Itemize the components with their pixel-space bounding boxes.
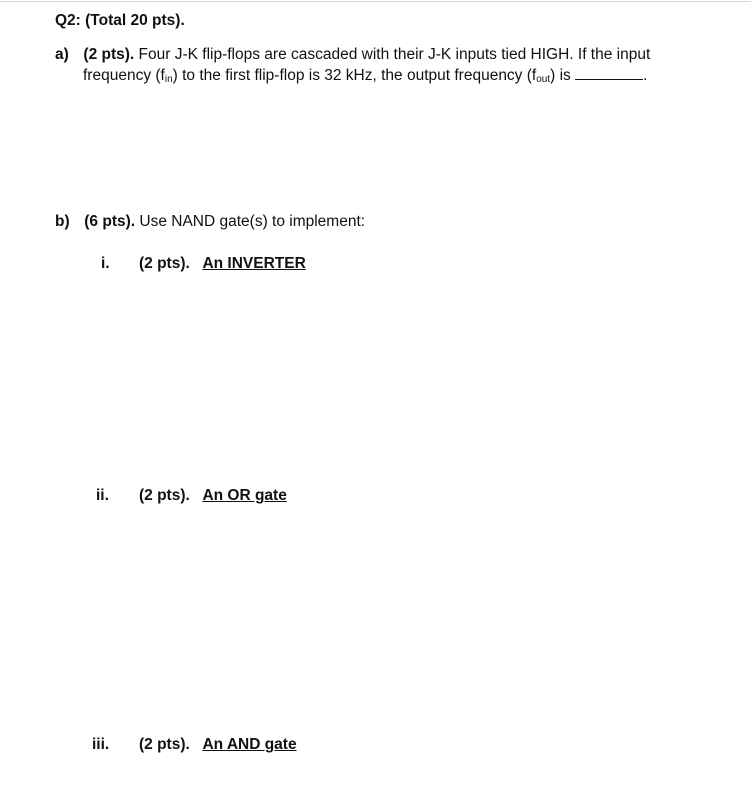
part-b-item-i	[101, 254, 110, 274]
part-b-text: Use NAND gate(s) to implement:	[139, 213, 366, 230]
subscript-out: out	[536, 74, 551, 85]
part-b-item-iii-text	[139, 735, 297, 755]
part-a-line2	[83, 66, 647, 86]
answer-blank[interactable]	[575, 67, 643, 80]
top-divider	[0, 1, 751, 2]
item-points: (2 pts).	[139, 736, 190, 753]
part-a-line1	[55, 45, 650, 65]
part-a-label: a)	[55, 46, 69, 63]
subscript-in: in	[164, 74, 173, 85]
item-number: iii.	[92, 736, 110, 753]
item-points: (2 pts).	[139, 255, 190, 272]
part-a-text-start: frequency (f	[83, 67, 165, 84]
item-points: (2 pts).	[139, 487, 190, 504]
part-a-text-line1: Four J-K flip-flops are cascaded with their J-K inputs tied HIGH. If the input	[138, 46, 651, 63]
part-b-item-ii-text	[139, 486, 287, 506]
part-b-item-ii	[96, 486, 109, 506]
item-number: i.	[101, 255, 110, 272]
item-task: An INVERTER	[202, 255, 306, 272]
part-b-label: b)	[55, 213, 70, 230]
item-task: An OR gate	[202, 487, 287, 504]
item-number: ii.	[96, 487, 109, 504]
part-b-line	[55, 212, 365, 232]
item-task: An AND gate	[202, 736, 297, 753]
part-a-text-mid: ) to the first flip-flop is 32 kHz, the output frequency (f	[172, 67, 537, 84]
part-a-points: (2 pts).	[83, 46, 135, 63]
part-b-item-i-text	[139, 254, 306, 274]
part-a-period: .	[643, 67, 648, 84]
part-b-points: (6 pts).	[84, 213, 136, 230]
question-title	[55, 11, 185, 31]
part-a-text-end: ) is	[550, 67, 571, 84]
question-title-text: Q2: (Total 20 pts).	[55, 12, 185, 29]
part-b-item-iii	[92, 735, 109, 755]
